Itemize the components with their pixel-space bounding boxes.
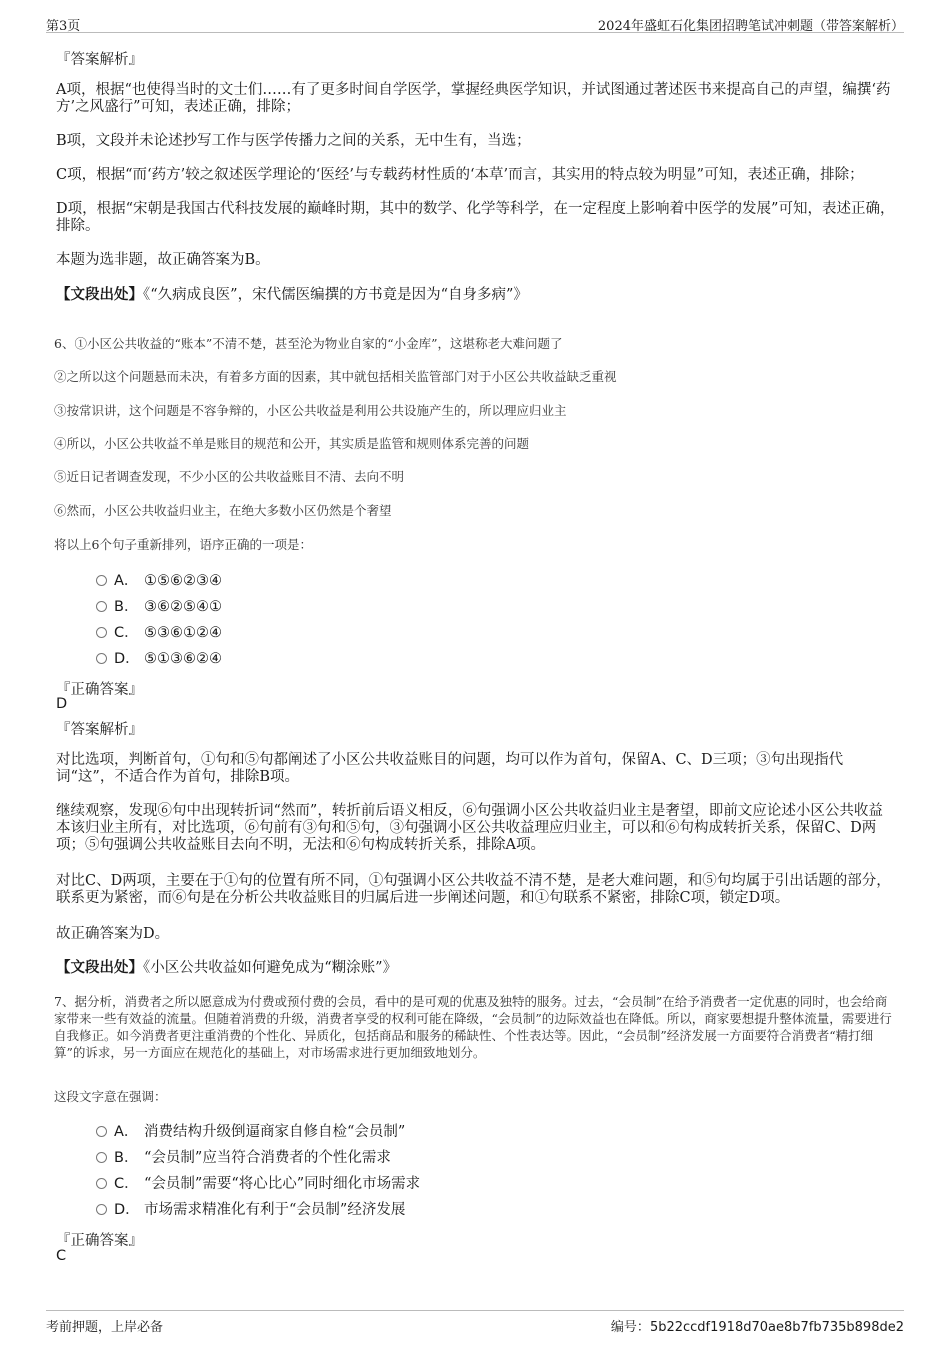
question-sentence: ③按常识讲，这个问题是不容争辩的，小区公共收益是利用公共设施产生的，所以理应归业主 bbox=[54, 403, 567, 418]
option-b[interactable]: B． ③⑥②⑤④① bbox=[96, 597, 222, 617]
radio-icon[interactable] bbox=[96, 1204, 107, 1215]
analysis-para: D项，根据“宋朝是我国古代科技发展的巅峰时期，其中的数学、化学等科学，在一定程度上影响着中医学的发展”可知，表述正确，排除。 bbox=[56, 201, 895, 234]
analysis-para: 对比选项，判断首句，①句和⑤句都阐述了小区公共收益账目的问题，均可以作为首句，保留A、C、D三项；③句出现指代词“这”，不适合作为首句，排除B项。 bbox=[56, 752, 844, 785]
option-c[interactable]: C． ⑤③⑥①②④ bbox=[96, 623, 222, 643]
correct-answer: D bbox=[56, 696, 68, 712]
question-sentence: ②之所以这个问题悬而未决，有着多方面的因素，其中就包括相关监管部门对于小区公共收益缺乏重视 bbox=[54, 369, 617, 384]
footer-slogan: 考前押题，上岸必备 bbox=[46, 1320, 164, 1335]
analysis-conclusion: 本题为选非题，故正确答案为B。 bbox=[56, 252, 270, 268]
question-prompt: 这段文字意在强调： bbox=[54, 1089, 167, 1104]
option-b[interactable]: B． “会员制”应当符合消费者的个性化需求 bbox=[96, 1148, 391, 1168]
source-citation bbox=[56, 286, 896, 304]
source-text: 《“久病成良医”，宋代儒医编撰的方书竟是因为“自身多病”》 bbox=[143, 287, 528, 303]
question-sentence: 6、①小区公共收益的“账本”不清不楚，甚至沦为物业自家的“小金库”，这堪称老大难问题了 bbox=[54, 336, 563, 351]
document-title: 2024年盛虹石化集团招聘笔试冲刺题（带答案解析） bbox=[597, 19, 904, 34]
radio-icon[interactable] bbox=[96, 575, 107, 586]
option-a[interactable]: A． ①⑤⑥②③④ bbox=[96, 571, 222, 591]
analysis-para: A项，根据“也使得当时的文士们……有了更多时间自学医学，掌握经典医学知识，并试图通过著述医书来提高自己的声望，编撰‘药方’之风盛行”可知，表述正确，排除； bbox=[56, 82, 891, 115]
question-prompt: 将以上6个句子重新排列，语序正确的一项是： bbox=[54, 537, 312, 552]
option-d[interactable]: D． 市场需求精准化有利于“会员制”经济发展 bbox=[96, 1200, 405, 1220]
page-header bbox=[46, 12, 904, 33]
analysis-para: 对比C、D两项，主要在于①句的位置有所不同，①句强调小区公共收益不清不楚，是老大难问题，和⑤句均属于引出话题的部分，联系更为紧密，而⑥句是在分析公共收益账目的归属后进一步阐述问题，和①句联系不紧密，排除C项，锁定D项。 bbox=[56, 873, 891, 906]
analysis-label: 『答案解析』 bbox=[56, 722, 143, 738]
radio-icon[interactable] bbox=[96, 1126, 107, 1137]
page-number: 第3页 bbox=[46, 19, 81, 34]
source-citation bbox=[56, 959, 896, 977]
page-footer bbox=[46, 1310, 904, 1337]
radio-icon[interactable] bbox=[96, 627, 107, 638]
radio-icon[interactable] bbox=[96, 653, 107, 664]
analysis-para: 继续观察，发现⑥句中出现转折词“然而”，转折前后语义相反，⑥句强调小区公共收益归业主是奢望，即前文应论述小区公共收益本该归业主所有，对比选项，⑥句前有③句和⑤句，③句强调小区公共收益理应归业主，可以和⑥句构成转折关系，保留C、D两项；⑤句强调公共收益账目去向不明，无法和⑥句构成转折关系，排除A项。 bbox=[56, 803, 883, 853]
analysis-para: B项，文段并未论述抄写工作与医学传播力之间的关系，无中生有，当选； bbox=[56, 133, 531, 149]
question-stem: 7、据分析，消费者之所以愿意成为付费或预付费的会员，看中的是可观的优惠及独特的服务。过去，“会员制”在给予消费者一定优惠的同时，也会给商家带来一些有效益的流量。但随着消费的升级，消费者享受的权利可能在降级，“会员制”的边际效益也在降低。所以，商家要想提升整体流量，需要进行自我修正。如今消费者更注重消费的个性化、异质化，包括商品和服务的稀缺性、个性表达等。因此，“会员制”经济发展一方面要符合消费者“精打细算”的诉求，另一方面应在规范化的基础上，对市场需求进行更加细致地划分。 bbox=[54, 994, 892, 1060]
analysis-conclusion: 故正确答案为D。 bbox=[56, 926, 170, 942]
radio-icon[interactable] bbox=[96, 1152, 107, 1163]
radio-icon[interactable] bbox=[96, 601, 107, 612]
question-sentence: ④所以，小区公共收益不单是账目的规范和公开，其实质是监管和规则体系完善的问题 bbox=[54, 436, 530, 451]
source-text: 《小区公共收益如何避免成为“糊涂账”》 bbox=[143, 960, 398, 976]
correct-answer: C bbox=[56, 1248, 67, 1264]
source-label: 【文段出处】 bbox=[56, 286, 143, 303]
correct-answer-label: 『正确答案』 bbox=[56, 682, 143, 698]
question-sentence: ⑥然而，小区公共收益归业主，在绝大多数小区仍然是个奢望 bbox=[54, 503, 392, 518]
question-sentence: ⑤近日记者调查发现，不少小区的公共收益账目不清、去向不明 bbox=[54, 469, 405, 484]
analysis-label: 『答案解析』 bbox=[56, 52, 143, 68]
radio-icon[interactable] bbox=[96, 1178, 107, 1189]
document-code: 编号：5b22ccdf1918d70ae8b7fb735b898de2 bbox=[610, 1320, 904, 1335]
option-d[interactable]: D． ⑤①③⑥②④ bbox=[96, 649, 222, 669]
analysis-para: C项，根据“而‘药方’较之叙述医学理论的‘医经’与专载药材性质的‘本草’而言，其实用的特点较为明显”可知，表述正确，排除； bbox=[56, 167, 864, 183]
option-c[interactable]: C． “会员制”需要“将心比心”同时细化市场需求 bbox=[96, 1174, 420, 1194]
correct-answer-label: 『正确答案』 bbox=[56, 1233, 143, 1249]
source-label: 【文段出处】 bbox=[56, 959, 143, 976]
option-a[interactable]: A． 消费结构升级倒逼商家自修自检“会员制” bbox=[96, 1122, 405, 1142]
